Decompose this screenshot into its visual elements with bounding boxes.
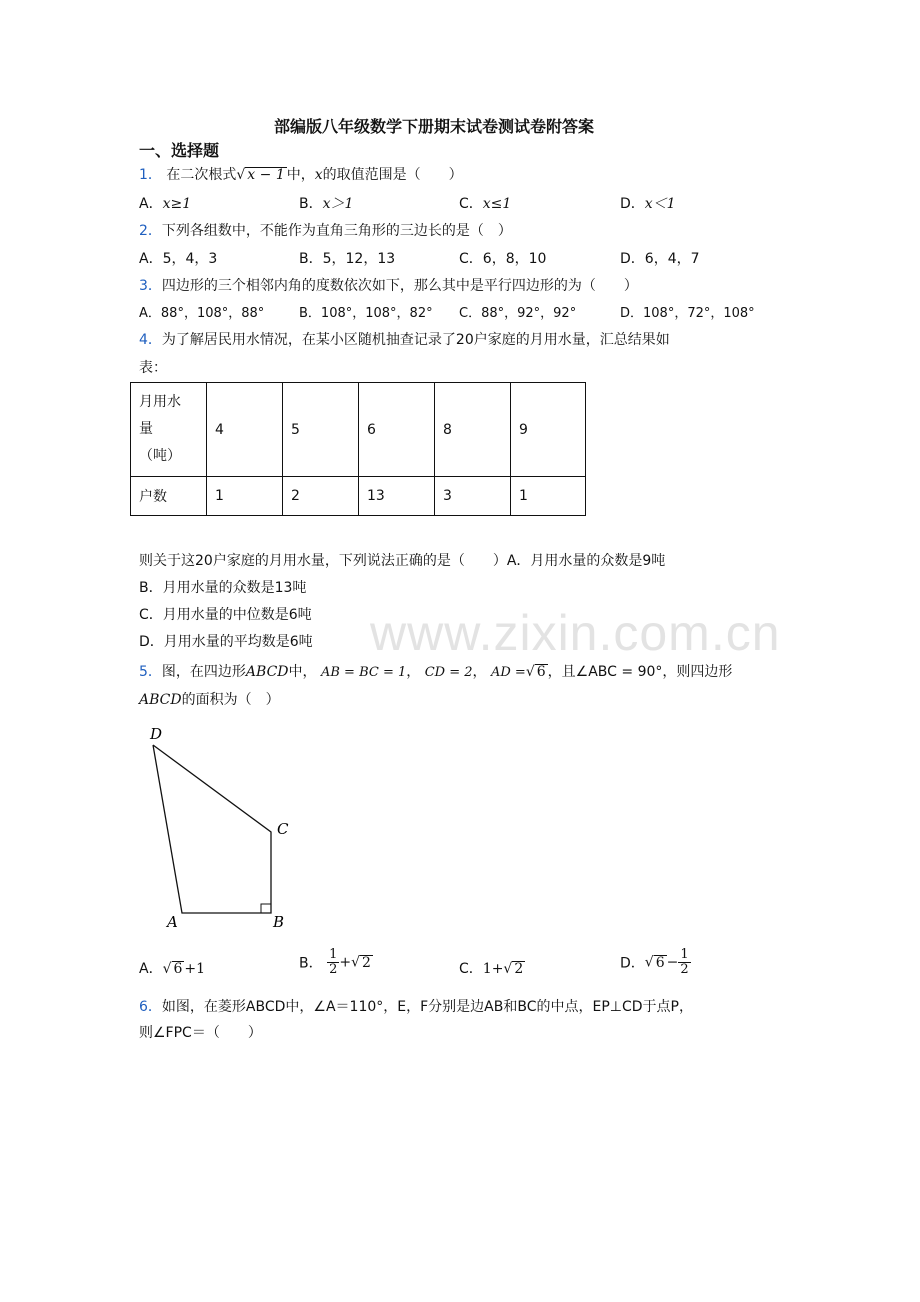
question-text: 在二次根式 (166, 167, 237, 183)
question-number: 3． (139, 278, 162, 294)
option-d: D．x＜1 (620, 196, 676, 212)
option-b: B．5，12，13 (299, 251, 396, 267)
header-cell: 月用水 量 （吨） (131, 383, 207, 477)
table-cell: 4 (207, 383, 283, 477)
header-cell: 户数 (131, 477, 207, 516)
water-usage-table (130, 382, 586, 516)
question-number: 1． (139, 167, 162, 183)
question-text: 的取值范围是（ ） (322, 167, 463, 183)
question-text-cont: 则∠FPC＝（ ） (139, 1025, 262, 1041)
option-b: B． $\frac{1}{2}$ +√ 2 (299, 947, 371, 977)
option-c: C．月用水量的中位数是6吨 (139, 607, 312, 623)
question-text-cont: 表： (139, 360, 167, 376)
question-text: 如图，在菱形ABCD中，∠A＝110°，E，F分别是边AB和BC的中点，EP⊥CD于点P， (161, 999, 693, 1015)
question-text: 图，在四边形 (161, 664, 246, 680)
condition: AD = (490, 665, 526, 680)
question-number: 2． (139, 223, 162, 239)
table-row (131, 477, 586, 516)
radicand: 6 (536, 664, 546, 680)
option-a: A．x≥1 (139, 196, 192, 212)
sqrt-symbol: √ (525, 664, 535, 680)
watermark: www.zixin.com.cn (370, 605, 781, 661)
option-b: B．月用水量的众数是13吨 (139, 580, 307, 596)
table-cell: 8 (435, 383, 511, 477)
question-3 (139, 275, 638, 295)
option-a: A．5，4，3 (139, 251, 218, 267)
right-angle-mark (261, 904, 271, 913)
question-text-cont: ABCD的面积为（ ） (139, 692, 280, 708)
option-c: C．x≤1 (459, 196, 512, 212)
vertex-label-d: D (150, 725, 163, 743)
option-d: D．108°，72°，108° (620, 306, 755, 321)
table-cell: 1 (207, 477, 283, 516)
question-2 (139, 220, 512, 240)
question-number: 6． (139, 999, 162, 1015)
vertex-label-a: A (167, 913, 178, 931)
table-cell: 2 (283, 477, 359, 516)
table-cell: 1 (511, 477, 586, 516)
question-4 (139, 329, 670, 349)
variable: x (314, 167, 323, 183)
question-number: 4． (139, 332, 162, 348)
table-cell: 5 (283, 383, 359, 477)
question-text: 中， (286, 167, 315, 183)
table-row (131, 383, 586, 477)
option-d: D．√ 6 − $\frac{1}{2}$ (620, 947, 689, 977)
quadrilateral-outline (153, 745, 271, 913)
table-cell: 13 (359, 477, 435, 516)
option-d: D．月用水量的平均数是6吨 (139, 634, 313, 650)
question-number: 5． (139, 664, 162, 680)
vertex-label-b: B (273, 913, 285, 931)
section-heading: 一、选择题 (139, 141, 220, 160)
option-c: C．6，8，10 (459, 251, 547, 267)
table-cell: 9 (511, 383, 586, 477)
question-1 (139, 164, 463, 184)
question-text: 则关于这20户家庭的月用水量，下列说法正确的是（ ）A．月用水量的众数是9吨 (139, 553, 666, 569)
question-text: 下列各组数中，不能作为直角三角形的三边长的是（ ） (161, 223, 512, 239)
vertex-label-c: C (277, 820, 289, 838)
condition: CD = 2 (424, 665, 473, 680)
question-6 (139, 996, 693, 1016)
option-b: B．x＞1 (299, 196, 354, 212)
sqrt-symbol: √ (236, 167, 246, 183)
page-title: 部编版八年级数学下册期末试卷测试卷附答案 (274, 117, 595, 136)
option-a: A．88°，108°，88° (139, 306, 265, 321)
table-cell: 6 (359, 383, 435, 477)
option-c: C．88°，92°，92° (459, 306, 577, 321)
option-c: C．1+√ 2 (459, 961, 524, 977)
condition: ，且∠ABC = 90°，则四边形 (547, 664, 733, 680)
radicand: x − 1 (247, 167, 285, 183)
question-text: 四边形的三个相邻内角的度数依次如下，那么其中是平行四边形的为（ ） (161, 278, 638, 294)
option-b: B．108°，108°，82° (299, 306, 433, 321)
question-text: 为了解居民用水情况，在某小区随机抽查记录了20户家庭的月用水量，汇总结果如 (161, 332, 670, 348)
table-cell: 3 (435, 477, 511, 516)
option-a: A．√ 6 +1 (139, 961, 206, 977)
condition: AB = BC = 1 (320, 665, 407, 680)
quadrilateral-figure (140, 720, 300, 935)
option-d: D．6，4，7 (620, 251, 700, 267)
question-5: 5．图，在四边形ABCD中， AB = BC = 1， CD = 2， AD =√ 6 ，且∠ABC = 90°，则四边形 (139, 664, 733, 680)
